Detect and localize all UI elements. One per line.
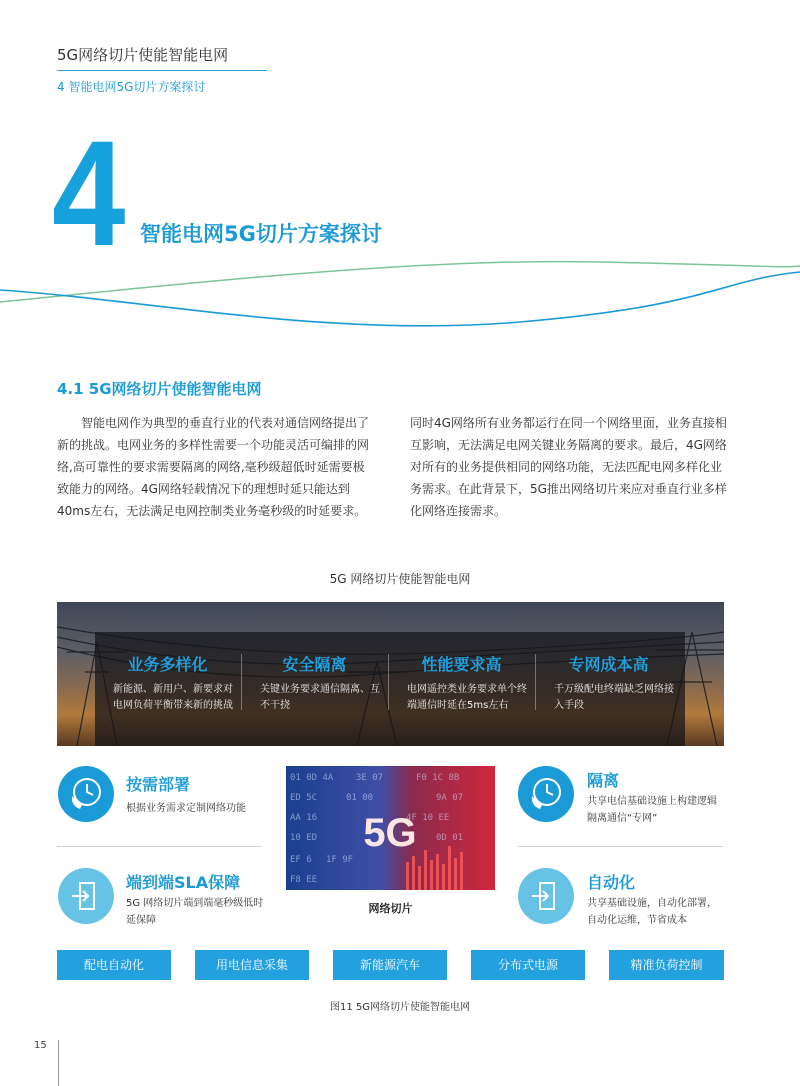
feature-title-isolation: 隔离 bbox=[587, 771, 620, 790]
banner-heading: 专网成本高 bbox=[568, 655, 649, 674]
banner-heading: 性能要求高 bbox=[421, 655, 502, 674]
door-arrow-icon bbox=[58, 868, 114, 924]
5g-network-slice-image bbox=[286, 766, 495, 890]
banner-heading: 安全隔离 bbox=[282, 655, 347, 674]
running-header-title: 5G网络切片使能智能电网 bbox=[57, 46, 229, 64]
svg-text:EF 6: EF 6 bbox=[290, 855, 312, 865]
running-header-subtitle: 4 智能电网5G切片方案探讨 bbox=[57, 80, 206, 94]
footer-rule bbox=[58, 1040, 59, 1086]
separator bbox=[57, 846, 262, 847]
feature-title-automation: 自动化 bbox=[587, 873, 636, 892]
challenges-banner bbox=[57, 602, 724, 746]
separator bbox=[518, 846, 723, 847]
tag-new-energy-vehicles: 新能源汽车 bbox=[333, 950, 447, 980]
feature-text-on-demand: 根据业务需求定制网络功能 bbox=[126, 803, 246, 814]
svg-text:ED 5C: ED 5C bbox=[290, 793, 318, 803]
tag-distributed-power: 分布式电源 bbox=[471, 950, 585, 980]
svg-text:F8 EE: F8 EE bbox=[290, 875, 318, 885]
banner-text: 新能源、新用户、新要求对电网负荷平衡带来新的挑战 bbox=[113, 684, 233, 711]
feature-title-sla: 端到端SLA保障 bbox=[126, 873, 241, 892]
svg-text:10 ED: 10 ED bbox=[290, 833, 318, 843]
figure-top-caption: 5G 网络切片使能智能电网 bbox=[329, 572, 471, 586]
tag-precise-load-control: 精准负荷控制 bbox=[609, 950, 724, 980]
decorative-waves bbox=[0, 250, 800, 340]
svg-text:3E 07: 3E 07 bbox=[356, 773, 384, 783]
svg-text:01 0D 4A: 01 0D 4A bbox=[290, 773, 334, 783]
feature-title-on-demand: 按需部署 bbox=[126, 775, 191, 794]
svg-text:AA 16: AA 16 bbox=[290, 813, 318, 823]
tag-distribution-automation: 配电自动化 bbox=[57, 950, 171, 980]
svg-text:01 00: 01 00 bbox=[346, 793, 374, 803]
svg-text:1F 9F: 1F 9F bbox=[326, 855, 354, 865]
body-paragraph-right: 同时4G网络所有业务都运行在同一个网络里面，业务直接相互影响，无法满足电网关键业务隔离的要求。最后，4G网络对所有的业务提供相同的网络功能，无法匹配电网多样化业务需求。在此背景下，5G推出网络切片来应对垂直行业多样化网络连接需求。 bbox=[410, 416, 727, 518]
feature-text-automation: 共享基础设施，自动化部署，自动化运维，节省成本 bbox=[587, 898, 717, 926]
section-title: 4.1 5G网络切片使能智能电网 bbox=[57, 380, 262, 398]
feature-text-sla: 5G 网络切片端到端毫秒级低时延保障 bbox=[126, 898, 264, 926]
clock-phone-icon bbox=[58, 766, 114, 822]
chapter-title: 智能电网5G切片方案探讨 bbox=[140, 222, 382, 246]
svg-text:F0 1C 8B: F0 1C 8B bbox=[416, 773, 460, 783]
chapter-number: 4 bbox=[52, 109, 126, 277]
door-arrow-icon bbox=[518, 868, 574, 924]
banner-text: 电网遥控类业务要求单个终端通信时延在5ms左右 bbox=[407, 684, 527, 711]
banner-overlay bbox=[95, 632, 685, 746]
svg-text:4F 10 EE: 4F 10 EE bbox=[406, 813, 450, 823]
5g-image-label: 5G bbox=[363, 811, 417, 855]
clock-phone-icon bbox=[518, 766, 574, 822]
tag-power-info-collection: 用电信息采集 bbox=[195, 950, 309, 980]
svg-text:9A 07: 9A 07 bbox=[436, 793, 464, 803]
banner-text: 千万级配电终端缺乏网络接入手段 bbox=[554, 684, 674, 711]
banner-text: 关键业务要求通信隔离、互不干挠 bbox=[260, 684, 380, 711]
page-number: 15 bbox=[34, 1040, 47, 1051]
banner-heading: 业务多样化 bbox=[127, 655, 208, 674]
body-paragraph-left: 智能电网作为典型的垂直行业的代表对通信网络提出了新的挑战。电网业务的多样性需要一个功能灵活可编排的网络,高可靠性的要求需要隔离的网络,毫秒级超低时延需要极致能力的网络。4G网络轻载情况下的理想时延只能达到40ms左右，无法满足电网控制类业务毫秒级的时延要求。 bbox=[57, 416, 370, 518]
header-rule bbox=[57, 70, 267, 71]
svg-text:0D 01: 0D 01 bbox=[436, 833, 464, 843]
center-image-caption: 网络切片 bbox=[368, 902, 413, 915]
figure-caption: 图11 5G网络切片使能智能电网 bbox=[329, 1002, 470, 1013]
feature-text-isolation: 共享电信基础设施上构建逻辑隔离通信“专网” bbox=[587, 796, 717, 824]
